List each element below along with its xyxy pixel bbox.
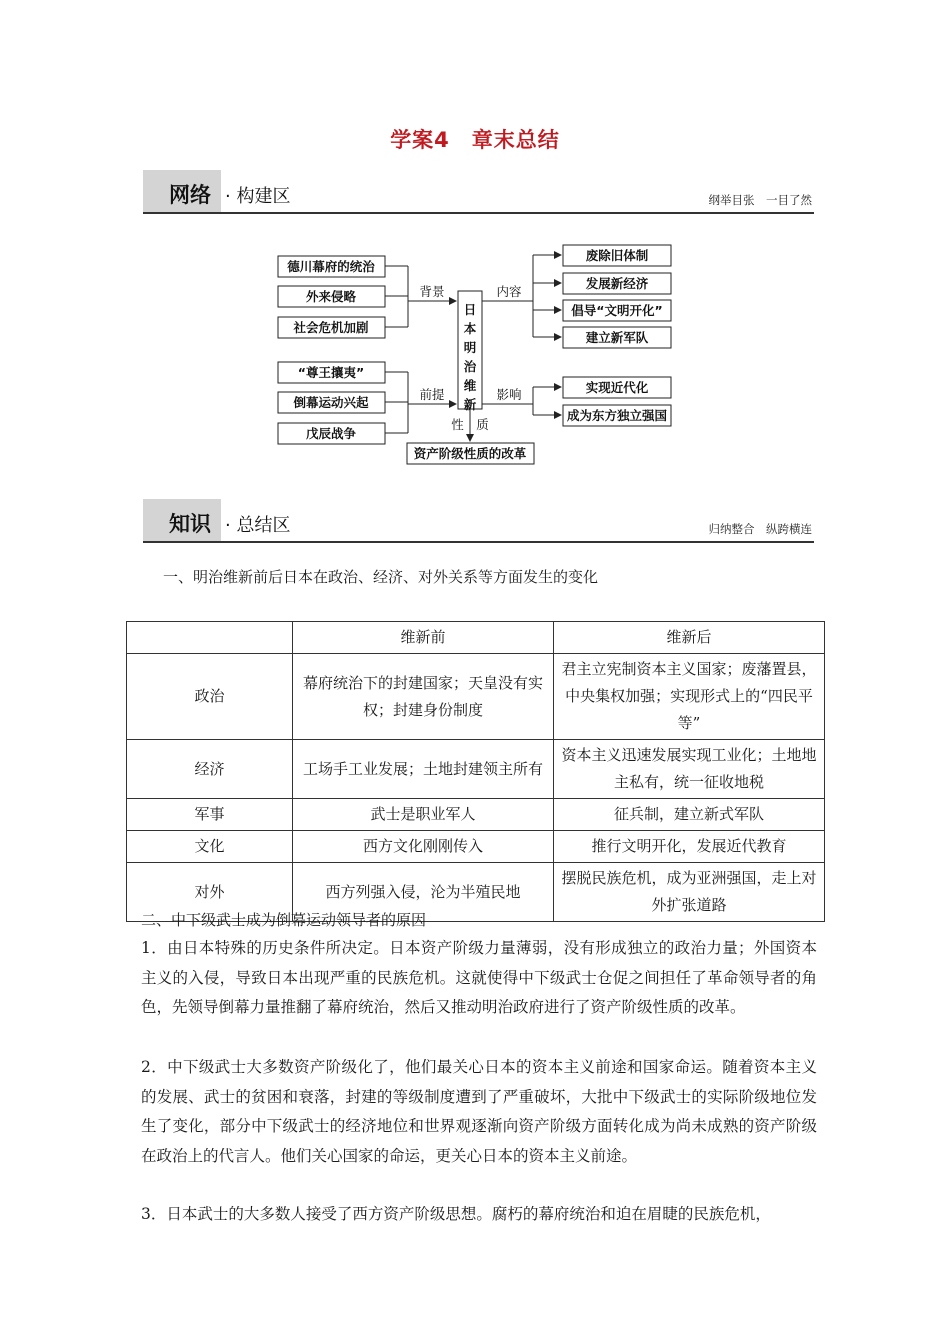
table-cell-before: 工场手工业发展；土地封建领主所有 [293,740,554,799]
influence-label: 影响 [496,387,522,402]
paragraph-1: 1．由日本特殊的历史条件所决定。日本资产阶级力量薄弱，没有形成独立的政治力量；外国资本主义的入侵，导致日本出现严重的民族危机。这就使得中下级武士仓促之间担任了革命领导者的角色，先领导倒幕力量推翻了幕府统治，然后又推动明治政府进行了资产阶级性质的改革。 [141,939,817,1016]
center-char-1: 日 [463,302,477,317]
table-cell-aspect: 经济 [127,740,293,799]
table-cell-aspect: 对外 [127,863,293,922]
section-knowledge-slogan: 归纳整合 纵跨横连 [708,522,812,536]
section-divider [143,541,814,543]
section-knowledge-subtitle: · 总结区 [225,515,291,536]
table-cell-before: 西方列强入侵，沦为半殖民地 [293,863,554,922]
section-network-subtitle: · 构建区 [225,186,291,207]
nature-label: 性 质 [451,417,489,432]
table-header-row [127,622,825,654]
section-network-title: 网络 [169,183,211,207]
table-cell-before: 幕府统治下的封建国家；天皇没有实权；封建身份制度 [293,654,554,740]
table-row [127,799,825,831]
table-header-cell: 维新后 [554,622,825,654]
paragraph-2: 2．中下级武士大多数资产阶级化了，他们最关心日本的资本主义前途和国家命运。随着资本主义的发展、武士的贫困和衰落，封建的等级制度遭到了严重破坏，大批中下级武士的实际阶级地位发生了变化，部分中下级武士的经济地位和世界观逐渐向资产阶级方面转化成为尚未成熟的资产阶级在政治上的代言人。他们关心国家的命运，更关心日本的资本主义前途。 [141,1058,817,1165]
center-char-5: 维 [463,378,477,393]
center-char-4: 治 [463,359,477,374]
nature-value: 资产阶级性质的改革 [413,446,527,461]
content-label: 内容 [496,284,522,299]
concept-diagram [0,0,950,480]
table-cell-after: 君主立宪制资本主义国家；废藩置县，中央集权加强；实现形式上的“四民平等” [554,654,825,740]
bg-item-3: 社会危机加剧 [293,320,369,335]
content-item-3: 倡导“文明开化” [571,303,663,318]
section-knowledge-header [143,499,814,543]
bg-item-1: 德川幕府的统治 [287,259,375,274]
table-row [127,740,825,799]
background-label: 背景 [419,284,445,299]
table-cell-aspect: 文化 [127,831,293,863]
page-title: 学案4 章末总结 [390,128,560,152]
content-item-2: 发展新经济 [585,276,649,291]
bg-item-2: 外来侵略 [305,289,357,304]
center-char-6: 新 [463,397,477,412]
influence-item-1: 实现近代化 [585,380,649,395]
table-cell-before: 武士是职业军人 [293,799,554,831]
paragraph-3: 3．日本武士的大多数人接受了西方资产阶级思想。腐朽的幕府统治和迫在眉睫的民族危机， [141,1205,771,1223]
heading-changes: 一、明治维新前后日本在政治、经济、对外关系等方面发生的变化 [163,568,599,586]
content-item-4: 建立新军队 [585,330,649,345]
table-row [127,654,825,740]
premise-item-3: 戊辰战争 [305,426,357,441]
table-cell-before: 西方文化刚刚传入 [293,831,554,863]
table-cell-after: 推行文明开化，发展近代教育 [554,831,825,863]
influence-item-2: 成为东方独立强国 [566,408,668,423]
center-char-2: 本 [463,321,477,336]
table-cell-aspect: 军事 [127,799,293,831]
table-cell-after: 资本主义迅速发展实现工业化；土地地主私有，统一征收地税 [554,740,825,799]
content-item-1: 废除旧体制 [585,248,649,263]
center-char-3: 明 [463,340,477,355]
comparison-table [126,621,825,922]
table-row [127,831,825,863]
premise-label: 前提 [419,387,445,402]
section-network-slogan: 纲举目张 一目了然 [708,193,812,207]
premise-item-2: 倒幕运动兴起 [293,395,369,410]
section-knowledge-title: 知识 [169,512,211,536]
table-cell-after: 摆脱民族危机，成为亚洲强国，走上对外扩张道路 [554,863,825,922]
table-header-cell: 维新前 [293,622,554,654]
table-header-cell [127,622,293,654]
table-cell-aspect: 政治 [127,654,293,740]
table-cell-after: 征兵制，建立新式军队 [554,799,825,831]
premise-item-1: “尊王攘夷” [297,365,365,380]
heading-reasons: 二、中下级武士成为倒幕运动领导者的原因 [141,911,427,929]
